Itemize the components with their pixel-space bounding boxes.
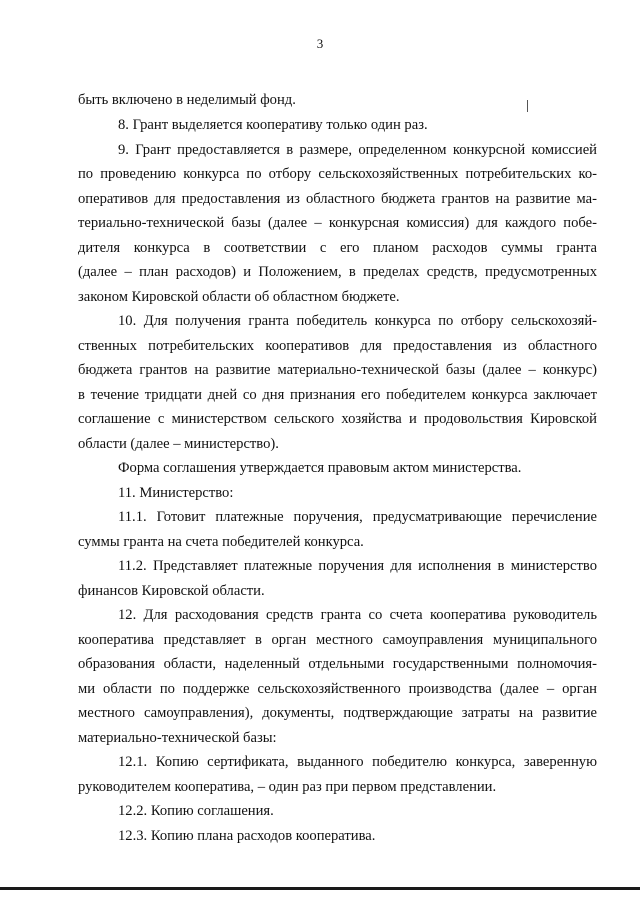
text-line: законом Кировской области об областном бюджете. — [78, 289, 400, 305]
text-line: ственных потребительских кооперативов для предоставления из областного — [78, 338, 597, 354]
paragraph-line: 10. Для получения гранта победитель конкурса по отбору сельскохозяй- — [118, 313, 597, 329]
paragraph-line: 12.3. Копию плана расходов кооператива. — [118, 828, 376, 844]
text-line: бюджета грантов на развитие материально-технической базы (далее – конкурс) — [78, 362, 597, 378]
scan-mark — [527, 100, 528, 112]
paragraph-line: 12.1. Копию сертификата, выданного победителю конкурса, заверенную — [118, 754, 597, 770]
paragraph-line: 12.2. Копию соглашения. — [118, 803, 274, 819]
text-line: материально-технической базы: — [78, 730, 277, 746]
paragraph-line: 8. Грант выделяется кооперативу только один раз. — [118, 117, 428, 133]
text-line: суммы гранта на счета победителей конкурса. — [78, 534, 364, 550]
text-line: местного самоуправления), документы, подтверждающие затраты на развитие — [78, 705, 597, 721]
text-line: финансов Кировской области. — [78, 583, 265, 599]
text-line: кооператива представляет в орган местного самоуправления муниципального — [78, 632, 597, 648]
text-line: области (далее – министерство). — [78, 436, 279, 452]
paragraph-line: 11. Министерство: — [118, 485, 234, 501]
text-line: образования области, наделенный отдельными государственными полномочия- — [78, 656, 597, 672]
text-line: быть включено в неделимый фонд. — [78, 92, 296, 108]
paragraph-line: 11.2. Представляет платежные поручения для исполнения в министерство — [118, 558, 597, 574]
paragraph-line: 9. Грант предоставляется в размере, определенном конкурсной комиссией — [118, 142, 597, 158]
page-number: 3 — [316, 36, 324, 51]
text-line: (далее – план расходов) и Положением, в пределах средств, предусмотренных — [78, 264, 597, 280]
text-line: по проведению конкурса по отбору сельскохозяйственных потребительских ко- — [78, 166, 597, 182]
paragraph-line: Форма соглашения утверждается правовым актом министерства. — [118, 460, 522, 476]
text-line: дителя конкурса в соответствии с его планом расходов суммы гранта — [78, 240, 597, 256]
text-line: руководителем кооператива, – один раз при первом представлении. — [78, 779, 497, 795]
text-line: в течение тридцати дней со дня признания его победителем конкурса заключает — [78, 387, 597, 403]
bottom-rule — [0, 887, 640, 890]
text-line: оперативов для предоставления из областного бюджета грантов на развитие ма- — [78, 191, 597, 207]
paragraph-line: 12. Для расходования средств гранта со счета кооператива руководитель — [118, 607, 597, 623]
text-line: ми области по поддержке сельскохозяйственного производства (далее – орган — [78, 681, 597, 697]
paragraph-line: 11.1. Готовит платежные поручения, предусматривающие перечисление — [118, 509, 597, 525]
text-line: соглашение с министерством сельского хозяйства и продовольствия Кировской — [78, 411, 597, 427]
text-line: териально-технической базы (далее – конкурсная комиссия) для каждого побе- — [78, 215, 597, 231]
